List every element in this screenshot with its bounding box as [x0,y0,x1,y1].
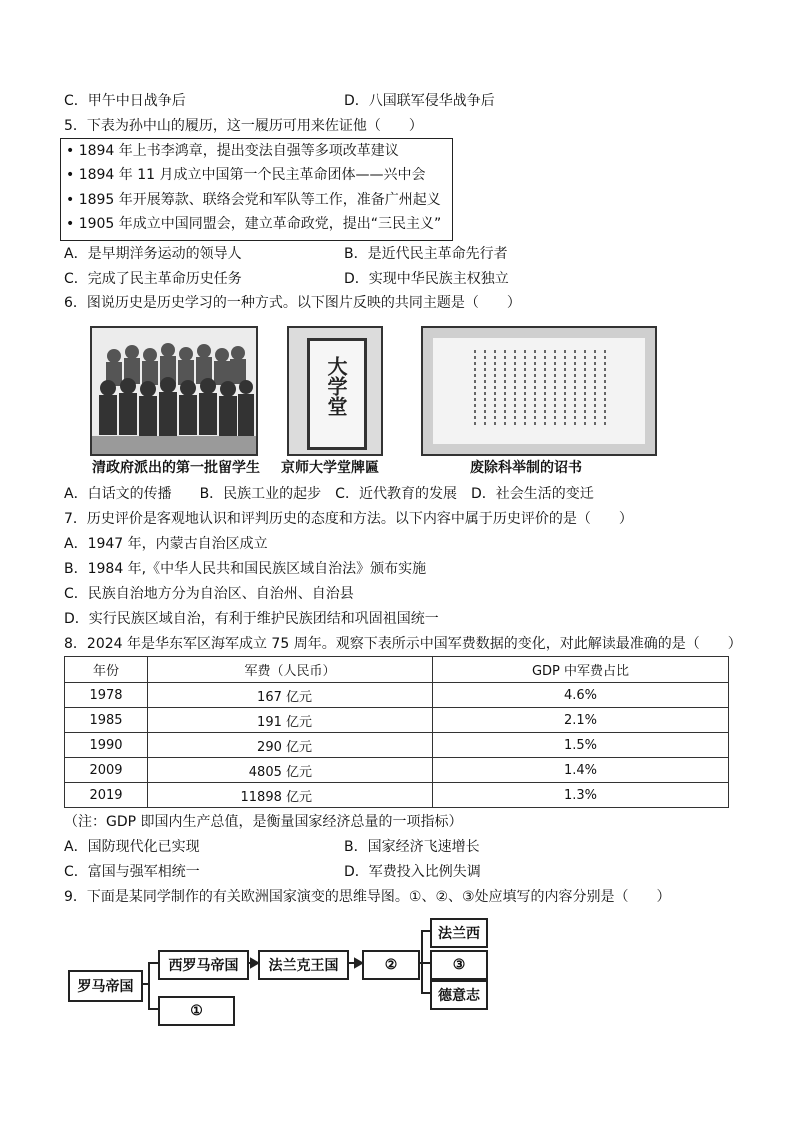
cell-year: 1990 [65,733,148,758]
q7-option-a: A．1947 年，内蒙古自治区成立 [64,536,268,552]
node-roman-empire: 罗马帝国 [68,970,143,1002]
students-photo-caption: 清政府派出的第一批留学生 [92,460,260,476]
q8-option-d: D．军费投入比例失调 [344,864,481,880]
plaque-text: 大学堂 [324,356,348,416]
header-year: 年份 [65,657,148,683]
q9-stem: 9．下面是某同学制作的有关欧洲国家演变的思维导图。①、②、③处应填写的内容分别是（ ） [64,889,671,905]
q5-stem: 5．下表为孙中山的履历，这一履历可用来佐证他（ ） [64,118,423,134]
cell-spending: 290 亿元 [148,733,433,758]
q8-option-a: A．国防现代化已实现 [64,839,200,855]
cell-gdp-share: 2.1% [433,708,729,733]
edict-caption: 废除科举制的诏书 [470,460,582,476]
q5-resume-item-2: • 1894 年 11 月成立中国第一个民主革命团体——兴中会 [66,167,426,183]
cell-gdp-share: 1.5% [433,733,729,758]
q6-options: A．白话文的传播 B．民族工业的起步 C．近代教育的发展 D．社会生活的变迁 [64,486,594,502]
cell-gdp-share: 1.4% [433,758,729,783]
q5-resume-item-1: • 1894 年上书李鸿章，提出变法自强等多项改革建议 [66,143,399,159]
cell-year: 2009 [65,758,148,783]
cell-spending: 4805 亿元 [148,758,433,783]
q5-resume-item-3: • 1895 年开展筹款、联络会党和军队等工作，准备广州起义 [66,192,441,208]
q8-option-b: B．国家经济飞速增长 [344,839,480,855]
q8-stem: 8．2024 年是华东军区海军成立 75 周年。观察下表所示中国军费数据的变化，对此解读最准确的是（ ） [64,636,742,652]
cell-spending: 11898 亿元 [148,783,433,808]
header-gdp-share: GDP 中军费占比 [433,657,729,683]
q7-option-d: D．实行民族区域自治，有利于维护民族团结和巩固祖国统一 [64,611,439,627]
cell-gdp-share: 4.6% [433,683,729,708]
cell-spending: 191 亿元 [148,708,433,733]
q4-option-c: C．甲午中日战争后 [64,93,186,109]
node-frankish-kingdom: 法兰克王国 [258,950,349,980]
node-france: 法兰西 [430,918,488,948]
q5-option-c: C．完成了民主革命历史任务 [64,271,242,287]
node-germany: 德意志 [430,980,488,1010]
q4-option-d: D．八国联军侵华战争后 [344,93,495,109]
q8-note: （注：GDP 即国内生产总值，是衡量国家经济总量的一项指标） [64,814,463,830]
q5-option-a: A．是早期洋务运动的领导人 [64,246,242,262]
q6-stem: 6．图说历史是历史学习的一种方式。以下图片反映的共同主题是（ ） [64,295,521,311]
header-spending: 军费（人民币） [148,657,433,683]
cell-year: 2019 [65,783,148,808]
q7-option-b: B．1984 年,《中华人民共和国民族区域自治法》颁布实施 [64,561,427,577]
q5-option-b: B．是近代民主革命先行者 [344,246,508,262]
q5-option-d: D．实现中华民族主权独立 [344,271,509,287]
q7-stem: 7．历史评价是客观地认识和评判历史的态度和方法。以下内容中属于历史评价的是（ ） [64,511,633,527]
cell-year: 1985 [65,708,148,733]
node-west-roman-empire: 西罗马帝国 [158,950,249,980]
q7-option-c: C．民族自治地方分为自治区、自治州、自治县 [64,586,354,602]
cell-gdp-share: 1.3% [433,783,729,808]
node-blank-2: ② [362,950,420,980]
q8-option-c: C．富国与强军相统一 [64,864,200,880]
node-blank-3: ③ [430,950,488,980]
node-blank-1: ① [158,996,235,1026]
cell-year: 1978 [65,683,148,708]
q5-resume-item-4: • 1905 年成立中国同盟会，建立革命政党，提出“三民主义” [66,216,442,232]
university-plaque-caption: 京师大学堂牌匾 [281,460,379,476]
cell-spending: 167 亿元 [148,683,433,708]
